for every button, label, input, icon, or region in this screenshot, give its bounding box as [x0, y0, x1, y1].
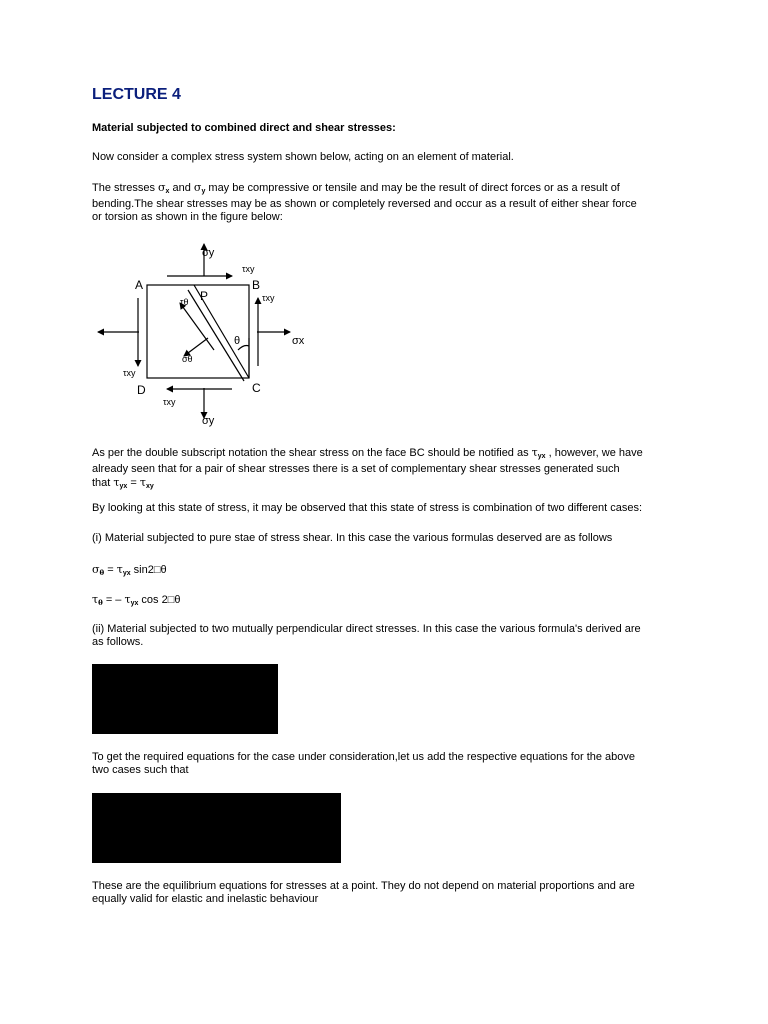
- paragraph-conclusion: These are the equilibrium equations for stresses at a point. They do not depend on material proportions and are equally valid for elastic and inelastic behaviour: [92, 880, 635, 905]
- tau-xy-bottom-label: τxy: [163, 397, 176, 407]
- paragraph-notation: As per the double subscript notation the shear stress on the face BC should be notified as $\tau_{yx}$ , however, we have already seen that for a pair of shear stresses there is a set of complementary shear stresses generated such that $\tau_{yx} = \tau_{xy}$: [92, 446, 643, 490]
- corner-d-label: D: [137, 383, 146, 397]
- equation-image-redacted-1: [92, 664, 278, 734]
- tau-xy-left-label: τxy: [123, 368, 136, 378]
- equation-tau-theta: $\tau_\theta$ = – $\tau_{yx}$ cos 2□θ: [92, 593, 181, 607]
- paragraph-stresses: The stresses $\sigma_x$ and $\sigma_y$ may be compressive or tensile and may be the result of direct forces or as a result of bending.The shear stresses may be as shown or completely reversed and occur as a result of either shear force or torsion as shown in the figure below:: [92, 181, 637, 223]
- sigma-y-top-label: σy: [202, 247, 215, 259]
- tau-xy-top-label: τxy: [242, 264, 255, 274]
- section-heading: Material subjected to combined direct and shear stresses:: [92, 122, 396, 134]
- tau-xy-right-label: τxy: [262, 293, 275, 303]
- equation-sigma-theta: $\sigma_\theta = \tau_{yx}$ sin2□θ: [92, 563, 167, 577]
- lecture-title: LECTURE 4: [92, 86, 181, 103]
- corner-c-label: C: [252, 381, 261, 395]
- paragraph-case-one: (i) Material subjected to pure stae of stress shear. In this case the various formulas deserved are as follows: [92, 532, 613, 544]
- theta-label: θ: [234, 335, 241, 347]
- equation-image-redacted-2: [92, 793, 341, 863]
- sigma-theta-label: σθ: [182, 354, 193, 364]
- corner-b-label: B: [252, 278, 261, 292]
- point-p-label: P: [200, 289, 209, 303]
- tau-theta-label: τθ: [180, 297, 189, 307]
- paragraph-intro: Now consider a complex stress system shown below, acting on an element of material.: [92, 151, 514, 163]
- paragraph-case-two: (ii) Material subjected to two mutually perpendicular direct stresses. In this case the various formula's derived are as follows.: [92, 623, 641, 648]
- paragraph-combine: To get the required equations for the case under consideration,let us add the respective equations for the above two cases such that: [92, 751, 636, 776]
- corner-a-label: A: [135, 278, 144, 292]
- sigma-y-bottom-label: σy: [202, 415, 215, 427]
- stress-element-figure: [92, 238, 322, 428]
- paragraph-combination: By looking at this state of stress, it may be observed that this state of stress is combination of two different cases:: [92, 502, 643, 514]
- sigma-x-label: σx: [292, 335, 305, 347]
